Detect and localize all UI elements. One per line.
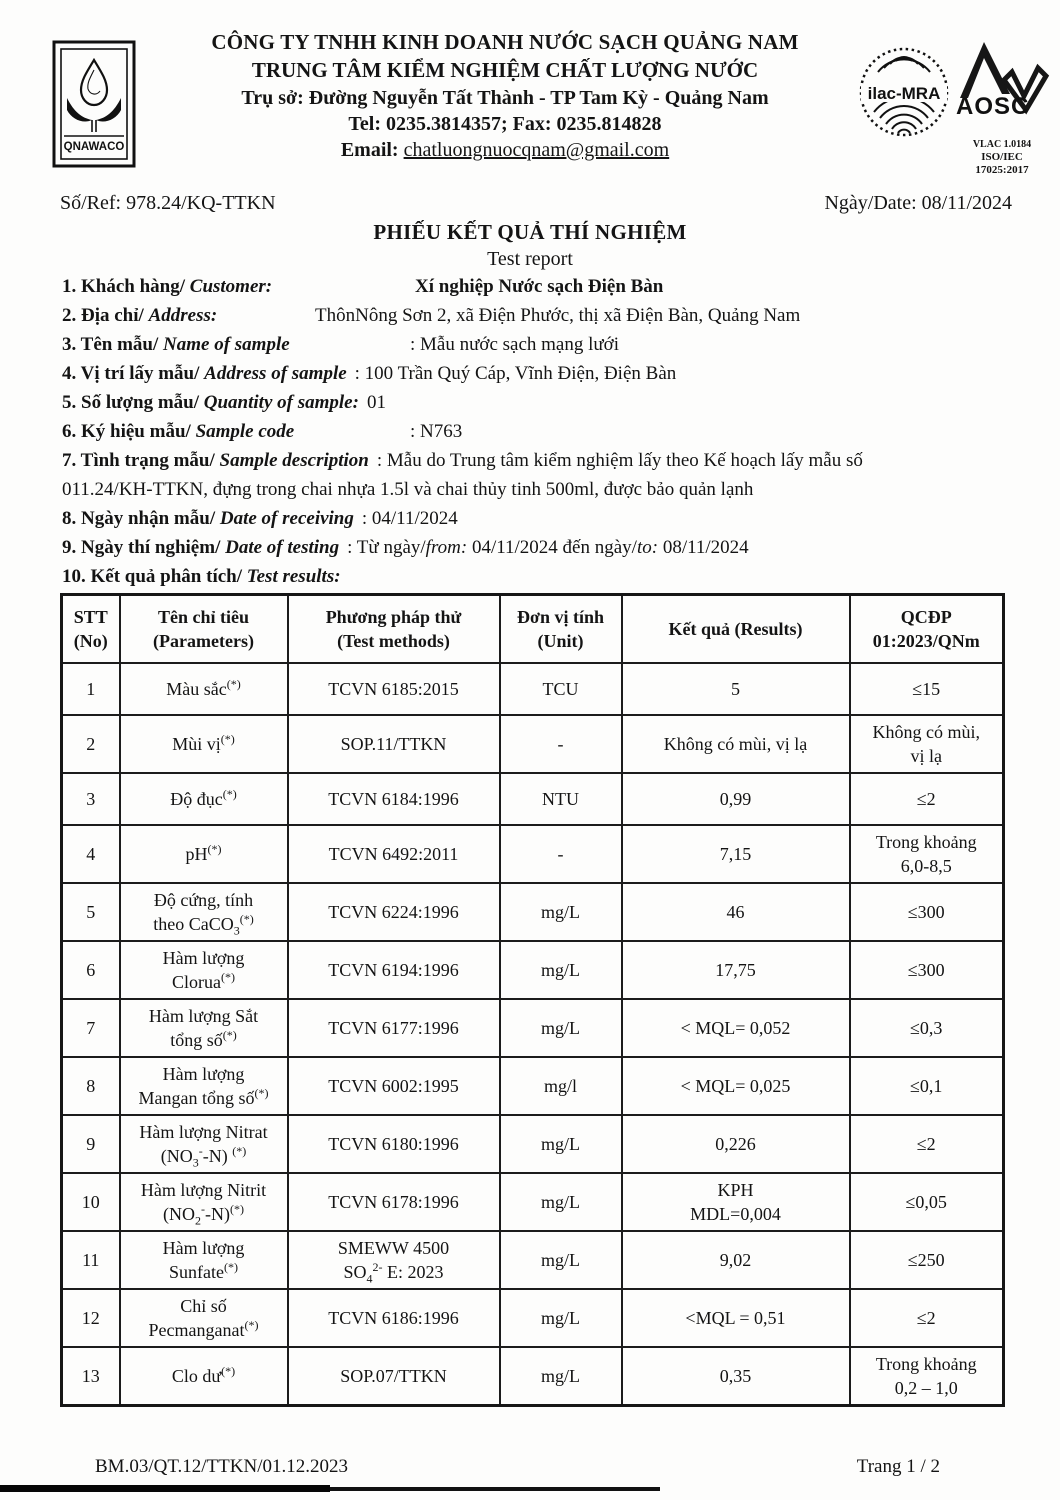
table-header-cell: Đơn vị tính (Unit) [500, 595, 622, 664]
water-drop-hands-icon [52, 40, 136, 168]
info-label: 6. Ký hiệu mẫu/ Sample code [62, 421, 295, 442]
table-cell: SOP.07/TTKN [288, 1347, 500, 1406]
table-row [62, 883, 1004, 941]
table-cell: 12 [62, 1289, 120, 1347]
info-value: : Từ ngày/from: 04/11/2024 đến ngày/to: 08/11/2024 [347, 537, 749, 558]
table-cell: mg/L [500, 1231, 622, 1289]
ilac-mra-logo [858, 42, 950, 159]
info-value: : N763 [410, 421, 463, 442]
info-line [62, 533, 1020, 562]
table-row [62, 663, 1004, 715]
table-row [62, 825, 1004, 883]
table-cell: TCVN 6185:2015 [288, 663, 500, 715]
table-cell: 10 [62, 1173, 120, 1231]
table-cell: TCVN 6186:1996 [288, 1289, 500, 1347]
info-label: 1. Khách hàng/ Customer: [62, 276, 273, 297]
svg-text:QNAWACO: QNAWACO [63, 141, 125, 153]
table-cell: Không có mùi, vị lạ [850, 715, 1004, 773]
table-cell: Trong khoảng 0,2 – 1,0 [850, 1347, 1004, 1406]
aosc-logo [954, 38, 1050, 177]
table-cell: Hàm lượng Nitrat $(NO_3^--N)$ (*) [120, 1115, 288, 1173]
document-subtitle: Test report [487, 248, 573, 270]
table-header-cell: STT (No) [62, 595, 120, 664]
aosc-vlac-code: VLAC 1.0184 [972, 139, 1032, 150]
info-label: 9. Ngày thí nghiệm/ Date of testing [62, 537, 340, 558]
table-cell: ≤0,3 [850, 999, 1004, 1057]
table-row [62, 1057, 1004, 1115]
info-line [62, 562, 1020, 591]
table-cell: Chỉ số Pecmanganat(*) [120, 1289, 288, 1347]
table-row [62, 1115, 1004, 1173]
table-cell: 9,02 [622, 1231, 850, 1289]
info-label: 10. Kết quả phân tích/ Test results: [62, 566, 341, 587]
ref-date-line [60, 192, 1012, 215]
table-cell: ≤250 [850, 1231, 1004, 1289]
info-line [62, 359, 1020, 388]
qnawaco-stamp-logo [52, 40, 136, 168]
table-cell: ≤2 [850, 773, 1004, 825]
info-label: 3. Tên mẫu/ Name of sample [62, 334, 290, 355]
table-cell: mg/L [500, 1289, 622, 1347]
info-value: Xí nghiệp Nước sạch Điện Bàn [415, 276, 664, 297]
table-row [62, 773, 1004, 825]
info-value: : 04/11/2024 [361, 508, 458, 529]
table-cell: Hàm lượng Mangan tổng số(*) [120, 1057, 288, 1115]
info-label: 5. Số lượng mẫu/ Quantity of sample: [62, 392, 359, 413]
svg-text:ilac-MRA: ilac-MRA [867, 84, 941, 103]
table-cell: 7,15 [622, 825, 850, 883]
table-cell: 0,226 [622, 1115, 850, 1173]
accreditation-logos [858, 38, 1048, 176]
table-cell: Mùi vị(*) [120, 715, 288, 773]
table-cell: mg/L [500, 1173, 622, 1231]
table-row [62, 941, 1004, 999]
table-cell: 11 [62, 1231, 120, 1289]
table-cell: 2 [62, 715, 120, 773]
table-header-row [62, 595, 1004, 664]
table-cell: <MQL = 0,51 [622, 1289, 850, 1347]
fingerprint-stamp-icon [858, 42, 950, 154]
table-cell: NTU [500, 773, 622, 825]
info-value: ThônNông Sơn 2, xã Điện Phước, thị xã Điện Bàn, Quảng Nam [315, 305, 801, 326]
table-cell: Không có mùi, vị lạ [622, 715, 850, 773]
table-body [62, 663, 1004, 1406]
table-cell: Hàm lượng Sắt tổng số(*) [120, 999, 288, 1057]
table-header-cell: Tên chỉ tiêu (Parameters) [120, 595, 288, 664]
table-cell: Màu sắc(*) [120, 663, 288, 715]
table-cell: Clo dư(*) [120, 1347, 288, 1406]
table-cell: 0,99 [622, 773, 850, 825]
table-cell: 0,35 [622, 1347, 850, 1406]
table-cell: TCVN 6492:2011 [288, 825, 500, 883]
table-cell: 1 [62, 663, 120, 715]
table-cell: mg/L [500, 883, 622, 941]
page-number: Trang 1 / 2 [856, 1456, 940, 1477]
table-cell: 8 [62, 1057, 120, 1115]
letterhead [0, 0, 1060, 185]
table-header-cell: Kết quả (Results) [622, 595, 850, 664]
table-cell: 3 [62, 773, 120, 825]
svg-text:AOSC: AOSC [956, 93, 1030, 120]
table-cell: 5 [62, 883, 120, 941]
table-cell: < MQL= 0,025 [622, 1057, 850, 1115]
info-line [62, 417, 1020, 446]
center-name: TRUNG TÂM KIỂM NGHIỆM CHẤT LƯỢNG NƯỚC [251, 58, 759, 82]
table-row [62, 999, 1004, 1057]
table-cell: 4 [62, 825, 120, 883]
info-line [62, 446, 1020, 475]
table-cell: ≤2 [850, 1115, 1004, 1173]
table-cell: TCVN 6184:1996 [288, 773, 500, 825]
table-cell: mg/L [500, 941, 622, 999]
aosc-mountain-check-icon [954, 38, 1050, 134]
table-cell: TCVN 6194:1996 [288, 941, 500, 999]
results-table-wrap [60, 593, 1002, 1407]
info-value: : Mẫu do Trung tâm kiểm nghiệm lấy theo Kế hoạch lấy mẫu số [376, 450, 863, 471]
aosc-iso-code: ISO/IEC 17025:2017 [975, 151, 1029, 176]
info-line [62, 330, 1020, 359]
info-list [62, 272, 1020, 591]
table-cell: 17,75 [622, 941, 850, 999]
info-line [62, 272, 1020, 301]
email-address: chatluongnuocqnam@gmail.com [403, 139, 670, 161]
scan-artifact-bar [330, 1487, 660, 1491]
info-value: : Mẫu nước sạch mạng lưới [410, 334, 620, 355]
results-table [60, 593, 1005, 1407]
table-cell: 7 [62, 999, 120, 1057]
info-value: 01 [366, 392, 386, 413]
table-cell: ≤15 [850, 663, 1004, 715]
table-cell: ≤300 [850, 883, 1004, 941]
document-ref-number: Số/Ref: 978.24/KQ-TTKN [60, 192, 276, 214]
table-header-cell: QCĐP 01:2023/QNm [850, 595, 1004, 664]
table-cell: 5 [622, 663, 850, 715]
table-cell: TCVN 6178:1996 [288, 1173, 500, 1231]
letterhead-text [160, 30, 850, 162]
table-cell: TCU [500, 663, 622, 715]
table-cell: mg/L [500, 999, 622, 1057]
table-cell: TCVN 6177:1996 [288, 999, 500, 1057]
table-cell: mg/L [500, 1347, 622, 1406]
info-label: 4. Vị trí lấy mẫu/ Address of sample [62, 363, 347, 384]
info-value: : 100 Trần Quý Cáp, Vĩnh Điện, Điện Bàn [354, 363, 677, 384]
info-label: 8. Ngày nhận mẫu/ Date of receiving [62, 508, 354, 529]
scan-artifact-bar [0, 1485, 330, 1492]
document-date: Ngày/Date: 08/11/2024 [824, 192, 1012, 214]
table-cell: 46 [622, 883, 850, 941]
form-code: BM.03/QT.12/TTKN/01.12.2023 [95, 1456, 348, 1477]
table-cell: Độ đục(*) [120, 773, 288, 825]
table-cell: SOP.11/TTKN [288, 715, 500, 773]
table-cell: KPH MDL=0,004 [622, 1173, 850, 1231]
table-cell: TCVN 6180:1996 [288, 1115, 500, 1173]
table-cell: pH(*) [120, 825, 288, 883]
email-line [160, 139, 850, 162]
company-name: CÔNG TY TNHH KINH DOANH NƯỚC SẠCH QUẢNG NAM [211, 30, 799, 54]
table-row [62, 1231, 1004, 1289]
table-cell: Hàm lượng Nitrit $(NO_2^--N)^{(*)}$ [120, 1173, 288, 1231]
table-cell: mg/l [500, 1057, 622, 1115]
table-cell: - [500, 715, 622, 773]
table-cell: Độ cứng, tính theo CaCO$_3$(*) [120, 883, 288, 941]
table-cell: ≤0,05 [850, 1173, 1004, 1231]
table-cell: 9 [62, 1115, 120, 1173]
info-label: 2. Địa chỉ/ Address: [62, 305, 218, 326]
table-cell: SMEWW 4500 $SO_4^{2-}$ E: 2023 [288, 1231, 500, 1289]
table-cell: ≤2 [850, 1289, 1004, 1347]
table-cell: < MQL= 0,052 [622, 999, 850, 1057]
table-cell: TCVN 6224:1996 [288, 883, 500, 941]
table-cell: ≤0,1 [850, 1057, 1004, 1115]
table-cell: ≤300 [850, 941, 1004, 999]
table-cell: TCVN 6002:1995 [288, 1057, 500, 1115]
table-row [62, 1289, 1004, 1347]
table-cell: Hàm lượng Sunfate(*) [120, 1231, 288, 1289]
info-line [62, 504, 1020, 533]
table-row [62, 1173, 1004, 1231]
table-cell: 13 [62, 1347, 120, 1406]
document-title: PHIẾU KẾT QUẢ THÍ NGHIỆM [373, 220, 687, 244]
table-head [62, 595, 1004, 664]
table-cell: - [500, 825, 622, 883]
footer-line [95, 1456, 940, 1478]
table-cell: Hàm lượng Clorua(*) [120, 941, 288, 999]
office-address: Trụ sở: Đường Nguyễn Tất Thành - TP Tam Kỳ - Quảng Nam [241, 87, 769, 109]
table-cell: 6 [62, 941, 120, 999]
info-value-continued: 011.24/KH-TTKN, đựng trong chai nhựa 1.5l và chai thủy tinh 500ml, được bảo quản lạnh [62, 479, 754, 500]
table-row [62, 1347, 1004, 1406]
info-label: 7. Tình trạng mẫu/ Sample description [62, 450, 369, 471]
table-cell: mg/L [500, 1115, 622, 1173]
info-line [62, 301, 1020, 330]
tel-fax: Tel: 0235.3814357; Fax: 0235.814828 [348, 113, 662, 135]
table-cell: Trong khoảng 6,0-8,5 [850, 825, 1004, 883]
table-row [62, 715, 1004, 773]
email-label: Email: [340, 139, 399, 161]
table-header-cell: Phương pháp thử (Test methods) [288, 595, 500, 664]
info-line [62, 388, 1020, 417]
